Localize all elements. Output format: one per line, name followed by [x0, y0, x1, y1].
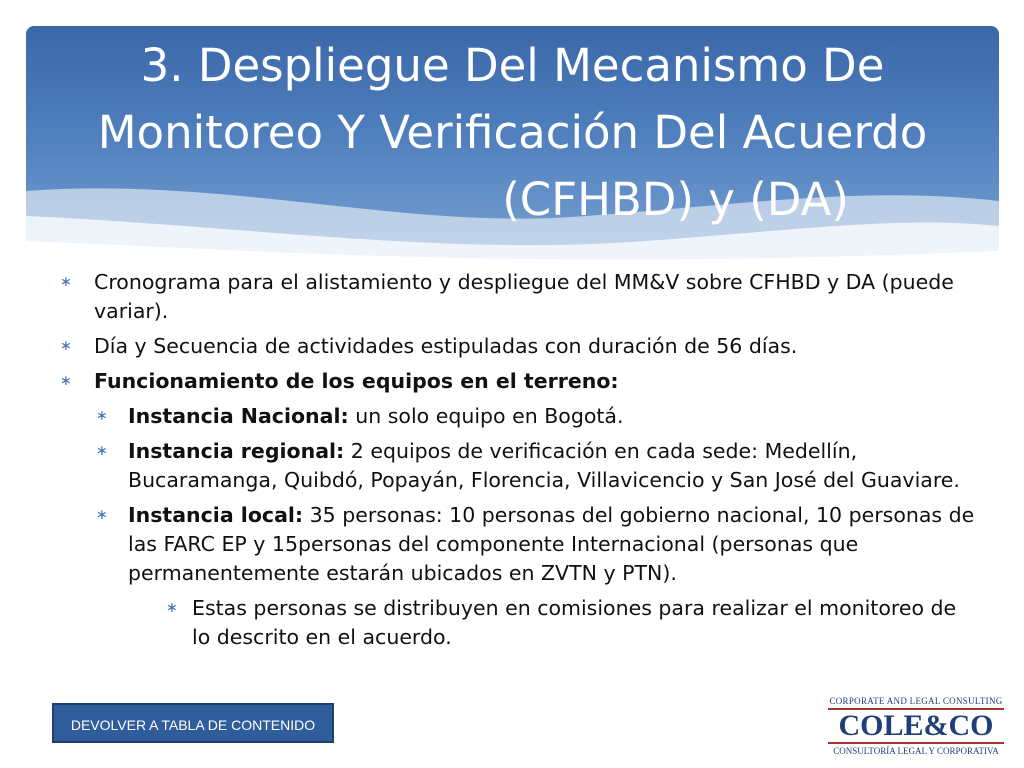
- title-line-3: (CFHBD) y (DA): [502, 173, 849, 226]
- title-line-1: 3. Despliegue Del Mecanismo De: [140, 39, 885, 92]
- list-item: ∗ Cronograma para el alistamiento y despliegue del MM&V sobre CFHBD y DA (puede variar).: [60, 270, 954, 323]
- asterisk-bullet-icon: ∗: [96, 408, 108, 424]
- asterisk-bullet-icon: ∗: [166, 600, 178, 616]
- list-item: ∗ Funcionamiento de los equipos en el terreno:: [56, 367, 976, 396]
- back-to-contents-button[interactable]: DEVOLVER A TABLA DE CONTENIDO: [52, 703, 334, 743]
- list-item: ∗ Estas personas se distribuyen en comisiones para realizar el monitoreo de lo descrito en el acuerdo.: [166, 596, 957, 649]
- asterisk-bullet-icon: ∗: [96, 507, 108, 523]
- asterisk-bullet-icon: ∗: [60, 373, 72, 389]
- list-item: ∗ Instancia local: 35 personas: 10 personas del gobierno nacional, 10 personas de las FARC EP y 15personas del componente Internacional (personas que permanentemente estarán ubicados en ZVTN y PTN).: [96, 503, 975, 585]
- list-item: ∗ Instancia regional: 2 equipos de verificación en cada sede: Medellín, Bucaramanga, Quibdó, Popayán, Florencia, Villavicencio y San José del Guaviare.: [96, 439, 960, 492]
- asterisk-bullet-icon: ∗: [60, 338, 72, 354]
- asterisk-bullet-icon: ∗: [96, 443, 108, 459]
- slide-title: [26, 32, 999, 233]
- bullet-list: [56, 268, 976, 658]
- list-item: ∗ Día y Secuencia de actividades estipuladas con duración de 56 días.: [56, 332, 976, 361]
- asterisk-bullet-icon: ∗: [60, 274, 72, 290]
- company-logo: CORPORATE AND LEGAL CONSULTING COLE&CO CONSULTORÍA LEGAL Y CORPORATIVA: [829, 696, 1003, 756]
- title-line-2: Monitoreo Y Verificación Del Acuerdo: [97, 106, 928, 159]
- list-item: ∗ Instancia Nacional: un solo equipo en Bogotá.: [56, 402, 976, 431]
